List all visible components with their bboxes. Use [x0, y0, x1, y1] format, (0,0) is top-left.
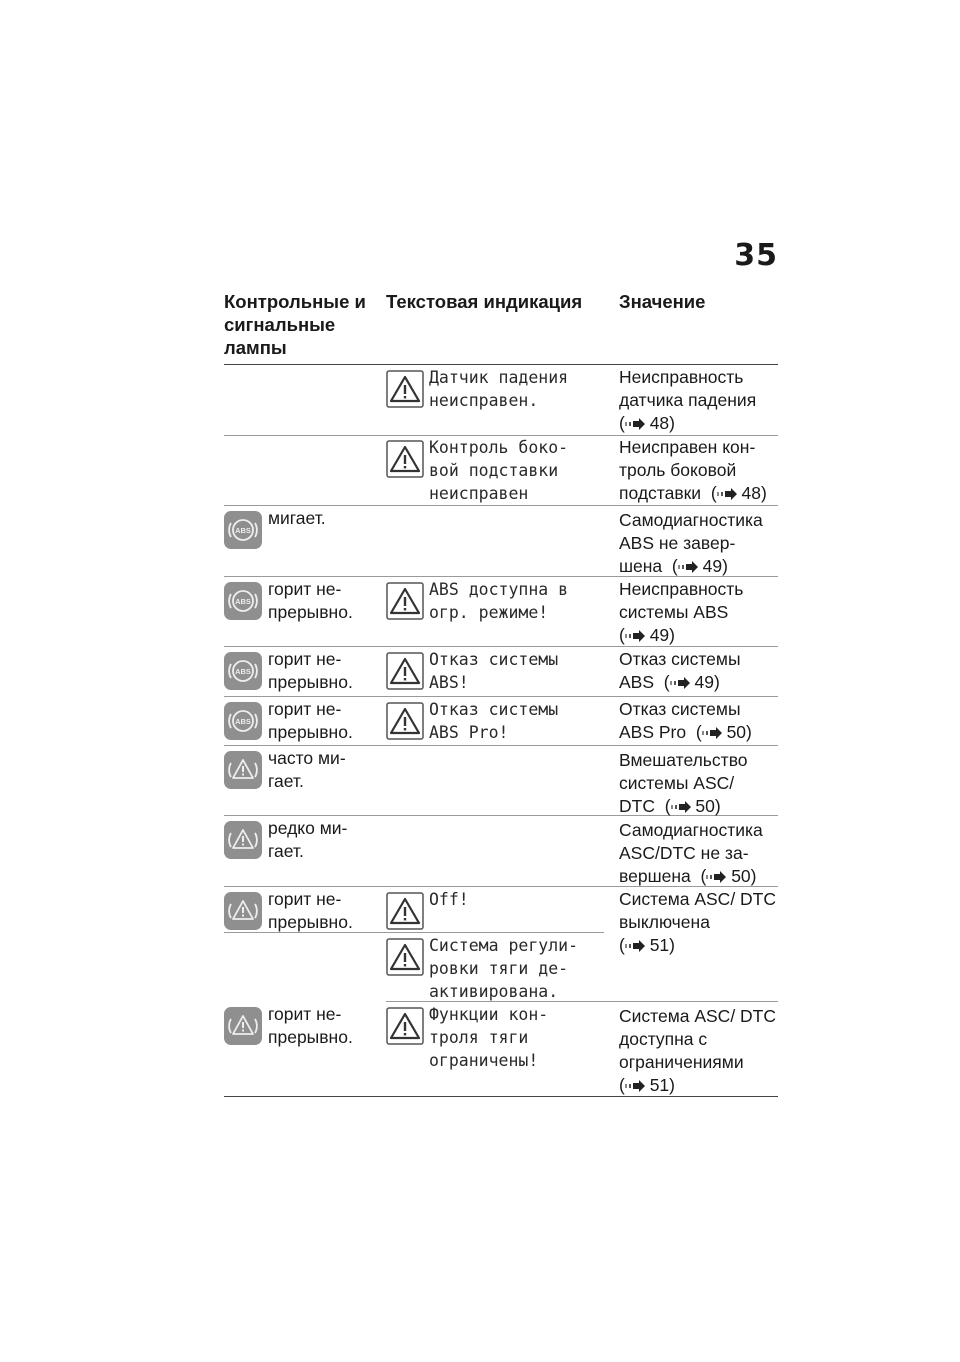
page-ref-arrow-icon	[717, 488, 737, 500]
warning-triangle-icon	[386, 440, 424, 478]
warning-triangle-icon	[386, 892, 424, 930]
meaning-cell	[619, 509, 779, 578]
page-ref-arrow-icon	[702, 727, 722, 739]
page-ref-link[interactable]: ( 48)	[710, 483, 767, 503]
page-ref-link[interactable]: ( 49)	[619, 625, 675, 645]
asc-dtc-lamp-icon	[224, 892, 262, 930]
header-meaning: Значение	[619, 291, 706, 312]
meaning-text: Самодиагностика ABS не завер- шена	[619, 510, 763, 576]
lamp-state-text: горит не- прерывно.	[268, 699, 353, 742]
table-rule	[224, 364, 778, 365]
meaning-text: Самодиагностика ASC/DTC не за- вершена	[619, 820, 763, 886]
meaning-cell	[619, 698, 779, 744]
page-ref-arrow-icon	[706, 871, 726, 883]
meaning-cell	[619, 819, 779, 888]
page-ref-number: 51	[649, 1075, 670, 1095]
warning-triangle-icon	[386, 370, 424, 408]
page-ref-arrow-icon	[670, 677, 690, 689]
asc-dtc-lamp-icon	[224, 821, 262, 859]
page-number: 35	[734, 238, 778, 273]
abs-lamp-icon	[224, 582, 262, 620]
text-display-message: Отказ системы ABS Pro!	[429, 700, 559, 742]
page-ref-arrow-icon	[625, 418, 645, 430]
asc-dtc-lamp-icon	[224, 751, 262, 789]
table-rule	[224, 745, 778, 746]
meaning-cell	[619, 648, 779, 694]
page-ref-link[interactable]: ( 50)	[700, 866, 757, 886]
meaning-text: Вмешательство системы ASC/ DTC	[619, 750, 748, 816]
text-display-message: Функции кон- троля тяги ограничены!	[429, 1005, 549, 1070]
warning-triangle-icon	[386, 938, 424, 976]
meaning-text: Отказ системы ABS	[619, 649, 741, 692]
page-ref-link[interactable]: ( 49)	[671, 556, 728, 576]
meaning-text: Система ASC/ DTC выключена	[619, 889, 777, 932]
abs-lamp-icon	[224, 652, 262, 690]
text-display-message: Датчик падения неисправен.	[429, 368, 569, 410]
meaning-cell	[619, 436, 779, 505]
page-ref-number: 50	[731, 866, 751, 886]
warning-triangle-icon	[386, 702, 424, 740]
lamp-state-text: мигает.	[268, 508, 326, 528]
page-ref-number: 51	[649, 935, 670, 955]
page-ref-number: 48	[741, 483, 761, 503]
text-display-message: ABS доступна в огр. режиме!	[429, 580, 569, 622]
page-ref-link[interactable]: ( 51)	[619, 935, 675, 955]
page-ref-number: 50	[726, 722, 747, 742]
page-ref-link[interactable]: ( 50)	[695, 722, 752, 742]
text-display-message: Off!	[429, 890, 469, 909]
abs-lamp-icon	[224, 511, 262, 549]
page-ref-link[interactable]: ( 49)	[663, 672, 720, 692]
page-ref-number: 50	[695, 796, 715, 816]
table-rule	[224, 696, 778, 697]
meaning-text: Система ASC/ DTC доступна с ограничениями	[619, 1006, 777, 1072]
lamp-state-text: горит не- прерывно.	[268, 889, 353, 932]
meaning-text: Неисправность системы ABS	[619, 579, 744, 622]
lamp-state-text: редко ми- гает.	[268, 818, 348, 861]
header-lamps: Контрольные и сигнальные лампы	[224, 291, 366, 358]
page-ref-arrow-icon	[671, 801, 691, 813]
meaning-cell	[619, 1005, 779, 1097]
page-ref-number: 49	[702, 556, 723, 576]
page-ref-arrow-icon	[625, 940, 645, 952]
meaning-cell	[619, 366, 779, 435]
page-ref-number: 49	[649, 625, 670, 645]
warning-triangle-icon	[386, 1007, 424, 1045]
page-ref-link[interactable]: ( 48)	[619, 413, 675, 433]
svg-text:ABS: ABS	[235, 526, 251, 535]
meaning-text: Отказ системы ABS Pro	[619, 699, 741, 742]
page-ref-link[interactable]: ( 51)	[619, 1075, 675, 1095]
lamp-state-text: часто ми- гает.	[268, 748, 346, 791]
meaning-cell	[619, 749, 779, 818]
svg-text:ABS: ABS	[235, 597, 251, 606]
asc-dtc-lamp-icon	[224, 1007, 262, 1045]
text-display-message: Контроль боко- вой подставки неисправен	[429, 438, 569, 503]
meaning-cell	[619, 578, 779, 647]
svg-text:ABS: ABS	[235, 717, 251, 726]
lamp-state-text: горит не- прерывно.	[268, 1004, 353, 1047]
meaning-cell	[619, 888, 779, 957]
page-ref-link[interactable]: ( 50)	[664, 796, 721, 816]
warning-triangle-icon	[386, 582, 424, 620]
text-display-message: Система регули- ровки тяги де- активирована.	[429, 936, 579, 1001]
table-rule	[224, 505, 778, 506]
text-display-message: Отказ системы ABS!	[429, 650, 559, 692]
lamp-state-text: горит не- прерывно.	[268, 649, 353, 692]
page-ref-arrow-icon	[678, 561, 698, 573]
meaning-text: Неисправность датчика падения	[619, 367, 757, 410]
page-ref-number: 48	[649, 413, 670, 433]
page-ref-arrow-icon	[625, 1080, 645, 1092]
abs-lamp-icon	[224, 702, 262, 740]
warning-triangle-icon	[386, 652, 424, 690]
page-ref-number: 49	[694, 672, 714, 692]
svg-text:ABS: ABS	[235, 667, 251, 676]
page-ref-arrow-icon	[625, 630, 645, 642]
meaning-text: Неисправен кон- троль боковой подставки	[619, 437, 756, 503]
header-text-display: Текстовая индикация	[386, 291, 583, 312]
lamp-state-text: горит не- прерывно.	[268, 579, 353, 622]
